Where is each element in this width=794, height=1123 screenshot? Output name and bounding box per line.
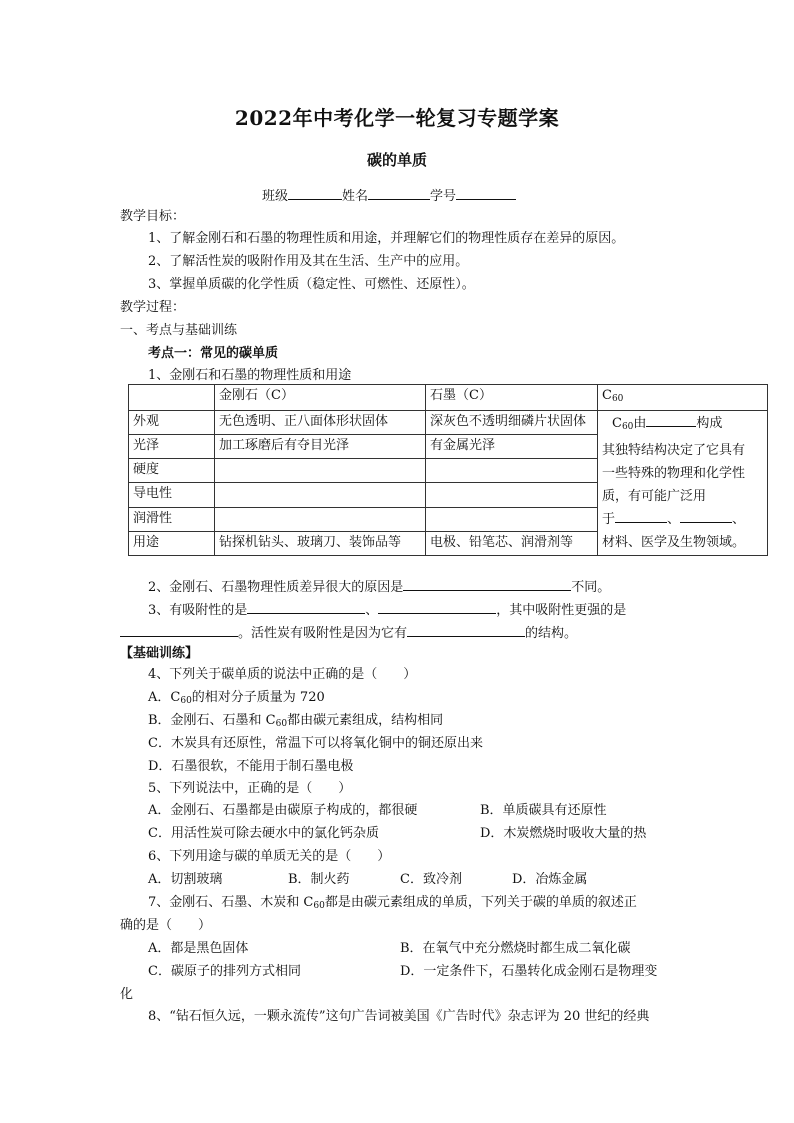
name-blank[interactable] — [368, 185, 430, 200]
question-7-stem: 7、金刚石、石墨、木炭和 $C_{60}$都是由碳元素组成的单质，下列关于碳的单质的叙述正 — [148, 895, 637, 911]
answer-blank[interactable] — [247, 599, 365, 614]
question-4-option-a[interactable]: A．$C_{60}$的相对分子质量为 720 — [148, 690, 325, 706]
question-2: 2、金刚石、石墨物理性质差异很大的原因是 不同。 — [148, 576, 610, 597]
question-6-stem: 6、下列用途与碳的单质无关的是（ ） — [148, 849, 391, 864]
id-label: 学号 — [430, 189, 457, 204]
c60-cell: $C_{60}$由 构成 其独特结构决定了它具有 一些特殊的物理和化学性 质，有可能广泛用 于 、 、 材料、医学及生物领域。 — [598, 411, 768, 556]
question-6-option-c[interactable]: C．致冷剂 — [400, 872, 462, 887]
document-subtitle: 碳的单质 — [366, 151, 427, 169]
question-7-option-d-cont: 化 — [120, 987, 134, 1002]
process-heading: 教学过程： — [120, 300, 186, 315]
goal-item: 3、掌握单质碳的化学性质（稳定性、可燃性、还原性）。 — [148, 277, 475, 292]
table-header-row — [129, 385, 768, 411]
row-label: 用途 — [129, 531, 215, 555]
header-cell — [129, 385, 215, 411]
question-7-option-a[interactable]: A．都是黑色固体 — [148, 941, 249, 956]
diamond-cell[interactable] — [215, 459, 426, 483]
question-5-option-d[interactable]: D．木炭燃烧时吸收大量的热 — [480, 826, 647, 841]
header-cell-c60: $C_{60}$ — [598, 385, 768, 411]
question-6-option-a[interactable]: A．切割玻璃 — [148, 872, 223, 887]
student-info-line — [262, 185, 516, 206]
graphite-cell[interactable] — [426, 459, 598, 483]
question-4-option-d[interactable]: D．石墨很软，不能用于制石墨电极 — [148, 759, 354, 774]
item-heading: 1、金刚石和石墨的物理性质和用途 — [148, 368, 352, 383]
question-3-cont: 。活性炭有吸附性是因为它有 的结构。 — [120, 622, 577, 643]
diamond-cell: 无色透明、正八面体形状固体 — [215, 411, 426, 435]
answer-blank[interactable] — [403, 576, 571, 591]
c60-composition-blank[interactable] — [646, 412, 696, 427]
point-heading: 考点一：常见的碳单质 — [148, 346, 279, 361]
header-cell: 石墨（C） — [426, 385, 598, 411]
question-6-option-d[interactable]: D．冶炼金属 — [512, 872, 588, 887]
graphite-cell[interactable] — [426, 507, 598, 531]
diamond-cell: 钻探机钻头、玻璃刀、装饰品等 — [215, 531, 426, 555]
question-5-option-c[interactable]: C．用活性炭可除去硬水中的氯化钙杂质 — [148, 826, 379, 841]
question-5-stem: 5、下列说法中，正确的是（ ） — [148, 781, 352, 796]
question-7-stem-cont: 确的是（ ） — [120, 918, 212, 933]
c60-use-blank[interactable] — [680, 508, 732, 523]
answer-blank[interactable] — [378, 599, 496, 614]
graphite-cell[interactable] — [426, 483, 598, 507]
question-3: 3、有吸附性的是 、 ，其中吸附性更强的是 — [148, 599, 626, 620]
goals-heading: 教学目标： — [120, 209, 186, 224]
table-row — [129, 411, 768, 435]
question-4-option-c[interactable]: C．木炭具有还原性，常温下可以将氧化铜中的铜还原出来 — [148, 736, 483, 751]
question-5-option-a[interactable]: A．金刚石、石墨都是由碳原子构成的，都很硬 — [148, 803, 418, 818]
graphite-cell: 有金属光泽 — [426, 435, 598, 459]
diamond-cell[interactable] — [215, 507, 426, 531]
answer-blank[interactable] — [407, 622, 525, 637]
question-5-option-b[interactable]: B．单质碳具有还原性 — [480, 803, 607, 818]
graphite-cell: 电极、铅笔芯、润滑剂等 — [426, 531, 598, 555]
goal-item: 2、了解活性炭的吸附作用及其在生活、生产中的应用。 — [148, 254, 469, 269]
answer-blank[interactable] — [120, 622, 238, 637]
id-blank[interactable] — [456, 185, 516, 200]
question-4-option-b[interactable]: B．金刚石、石墨和 $C_{60}$都由碳元素组成，结构相同 — [148, 713, 444, 729]
diamond-cell: 加工琢磨后有夺目光泽 — [215, 435, 426, 459]
question-6-option-b[interactable]: B．制火药 — [288, 872, 350, 887]
question-7-option-c[interactable]: C．碳原子的排列方式相同 — [148, 964, 301, 979]
row-label: 润滑性 — [129, 507, 215, 531]
class-label: 班级 — [262, 189, 289, 204]
row-label: 导电性 — [129, 483, 215, 507]
basic-training-heading: 【基础训练】 — [120, 646, 199, 661]
goal-item: 1、了解金刚石和石墨的物理性质和用途，并理解它们的物理性质存在差异的原因。 — [148, 231, 625, 246]
diamond-cell[interactable] — [215, 483, 426, 507]
properties-table — [128, 384, 768, 556]
name-label: 姓名 — [342, 189, 369, 204]
header-cell: 金刚石（C） — [215, 385, 426, 411]
row-label: 外观 — [129, 411, 215, 435]
c60-use-blank[interactable] — [615, 508, 667, 523]
class-blank[interactable] — [288, 185, 342, 200]
section-heading: 一、考点与基础训练 — [120, 323, 238, 338]
question-8-stem: 8、“钻石恒久远，一颗永流传”这句广告词被美国《广告时代》杂志评为 20 世纪的经典 — [148, 1009, 650, 1024]
question-7-option-d[interactable]: D．一定条件下，石墨转化成金刚石是物理变 — [400, 964, 658, 979]
document-title: 2022年中考化学一轮复习专题学案 — [234, 106, 560, 130]
row-label: 光泽 — [129, 435, 215, 459]
question-4-stem: 4、下列关于碳单质的说法中正确的是（ ） — [148, 667, 417, 682]
graphite-cell: 深灰色不透明细磷片状固体 — [426, 411, 598, 435]
question-7-option-b[interactable]: B．在氧气中充分燃烧时都生成二氧化碳 — [400, 941, 631, 956]
row-label: 硬度 — [129, 459, 215, 483]
